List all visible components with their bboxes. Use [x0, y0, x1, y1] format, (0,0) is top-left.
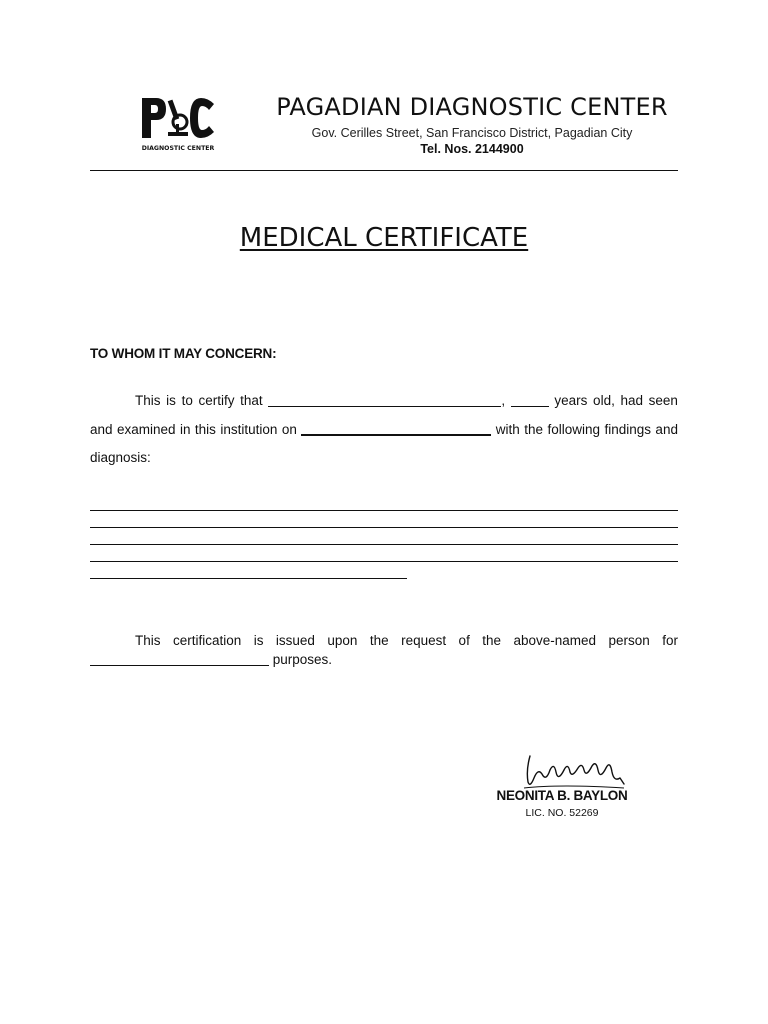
para1-comma: ,: [501, 393, 506, 408]
clinic-logo: [138, 92, 218, 154]
purpose-paragraph: [90, 631, 678, 669]
para1-text-2: years old, had seen and examined in this institution on: [90, 393, 678, 437]
findings-line-3[interactable]: [90, 544, 678, 545]
para1-text-1: This is to certify that: [135, 393, 263, 408]
findings-line-5[interactable]: [90, 578, 407, 579]
findings-line-2[interactable]: [90, 527, 678, 528]
document-title: MEDICAL CERTIFICATE: [239, 223, 529, 253]
salutation: TO WHOM IT MAY CONCERN:: [90, 346, 277, 361]
para1-text-3: with the following findings and diagnosis:: [90, 421, 678, 465]
clinic-name: PAGADIAN DIAGNOSTIC CENTER: [276, 93, 668, 121]
clinic-address: Gov. Cerilles Street, San Francisco District, Pagadian City: [311, 126, 633, 140]
svg-text:DIAGNOSTIC CENTER: DIAGNOSTIC CENTER: [141, 145, 215, 152]
exam-date-blank[interactable]: [301, 420, 491, 436]
signatory-license: LIC. NO. 52269: [525, 807, 599, 819]
patient-name-blank[interactable]: [268, 392, 501, 407]
findings-line-4[interactable]: [90, 561, 678, 562]
header-divider: [90, 170, 678, 171]
para2-text-2: purposes.: [272, 652, 333, 667]
signatory-name: NEONITA B. BAYLON: [496, 788, 628, 803]
findings-line-1[interactable]: [90, 510, 678, 511]
certification-paragraph: [90, 387, 678, 473]
patient-age-blank[interactable]: [511, 392, 549, 407]
para2-text-1: This certification is issued upon the request of the above-named person for: [135, 633, 678, 648]
purpose-blank[interactable]: [90, 651, 269, 666]
microscope-logo-icon: [138, 92, 218, 154]
clinic-telephone: Tel. Nos. 2144900: [420, 142, 524, 156]
